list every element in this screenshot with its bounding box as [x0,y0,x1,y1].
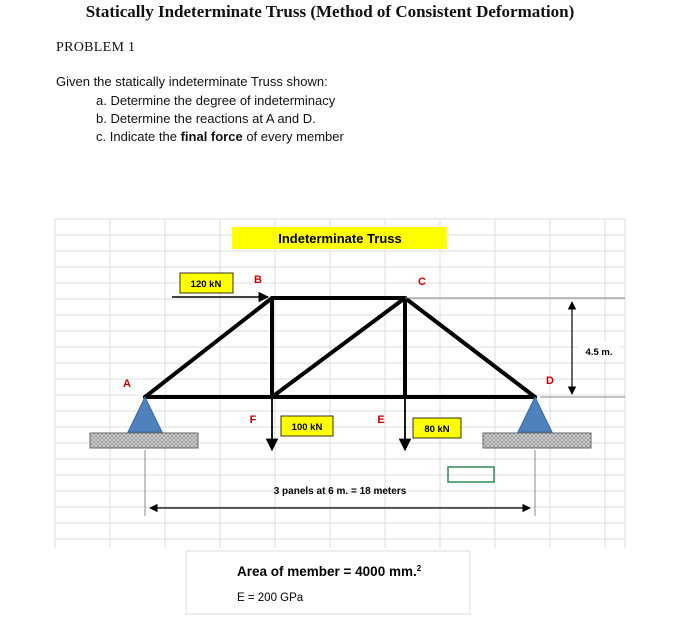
task-c-letter: c. [96,129,107,144]
area-text [237,564,422,579]
node-label-a: A [123,378,131,390]
node-label-e: E [377,414,385,426]
support-d [518,397,552,432]
node-label-b: B [254,274,262,286]
area-superscript: 2 [416,564,422,573]
load-120-label: 120 kN [190,279,222,290]
modulus-text: E = 200 GPa [237,592,304,604]
task-a-letter: a. [96,93,107,108]
ground-d [483,433,591,448]
task-c-pre: Indicate the [109,129,181,144]
grid-background [55,219,625,548]
node-label-f: F [249,414,257,426]
task-c-bold: final force [180,129,243,144]
intro-text: Given the statically indeterminate Truss shown: [56,74,328,89]
document-title: Statically Indeterminate Truss (Method of Consistent Deformation) [85,2,575,21]
task-c-post: of every member [242,129,344,144]
properties-box [186,551,470,614]
problem-label: PROBLEM 1 [56,40,136,55]
node-label-d: D [546,375,554,387]
area-prefix: Area of member = 4000 mm. [237,564,417,579]
load-100-label: 100 kN [291,422,323,433]
support-a [128,397,162,432]
task-a-text: Determine the degree of indeterminacy [110,93,336,108]
task-b-text: Determine the reactions at A and D. [110,111,316,126]
load-80-label: 80 kN [424,424,450,435]
ground-a [90,433,198,448]
node-label-c: C [418,276,426,288]
height-label: 4.5 m. [585,347,613,358]
task-b-letter: b. [96,111,107,126]
span-label: 3 panels at 6 m. = 18 meters [273,486,407,497]
diagram-banner: Indeterminate Truss [278,231,402,246]
